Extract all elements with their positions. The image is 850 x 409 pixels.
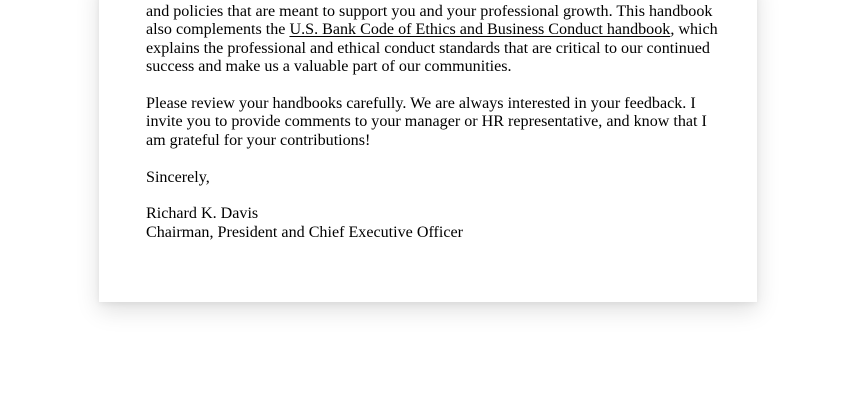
text-line: and policies that are meant to support you and your professional growth. This handbook: [146, 3, 713, 20]
paragraph-gap: [146, 187, 706, 205]
paragraph-feedback: [146, 95, 706, 150]
signer-title: Chairman, President and Chief Executive Officer: [146, 223, 464, 241]
paragraph-handbook-intro: [146, 3, 718, 77]
text-line: am grateful for your contributions!: [146, 131, 371, 149]
closing-salutation: Sincerely,: [146, 168, 210, 186]
paragraph-gap: [146, 77, 706, 95]
text-line: success and make us a valuable part of our communities.: [146, 58, 512, 76]
text-line: Please review your handbooks carefully. We are always interested in your feedback. I: [146, 95, 696, 113]
signer-name: Richard K. Davis: [146, 205, 259, 223]
text-line: explains the professional and ethical conduct standards that are critical to our continued: [146, 39, 710, 57]
text-line: [146, 21, 718, 39]
paragraph-gap: [146, 150, 706, 168]
text-fragment: , which: [670, 21, 718, 39]
text-fragment: also complements the: [146, 21, 290, 39]
code-of-ethics-link[interactable]: U.S. Bank Code of Ethics and Business Conduct handbook: [289, 21, 671, 39]
text-line: invite you to provide comments to your manager or HR representative, and know that I: [146, 113, 707, 131]
letter-body: [146, 3, 718, 242]
